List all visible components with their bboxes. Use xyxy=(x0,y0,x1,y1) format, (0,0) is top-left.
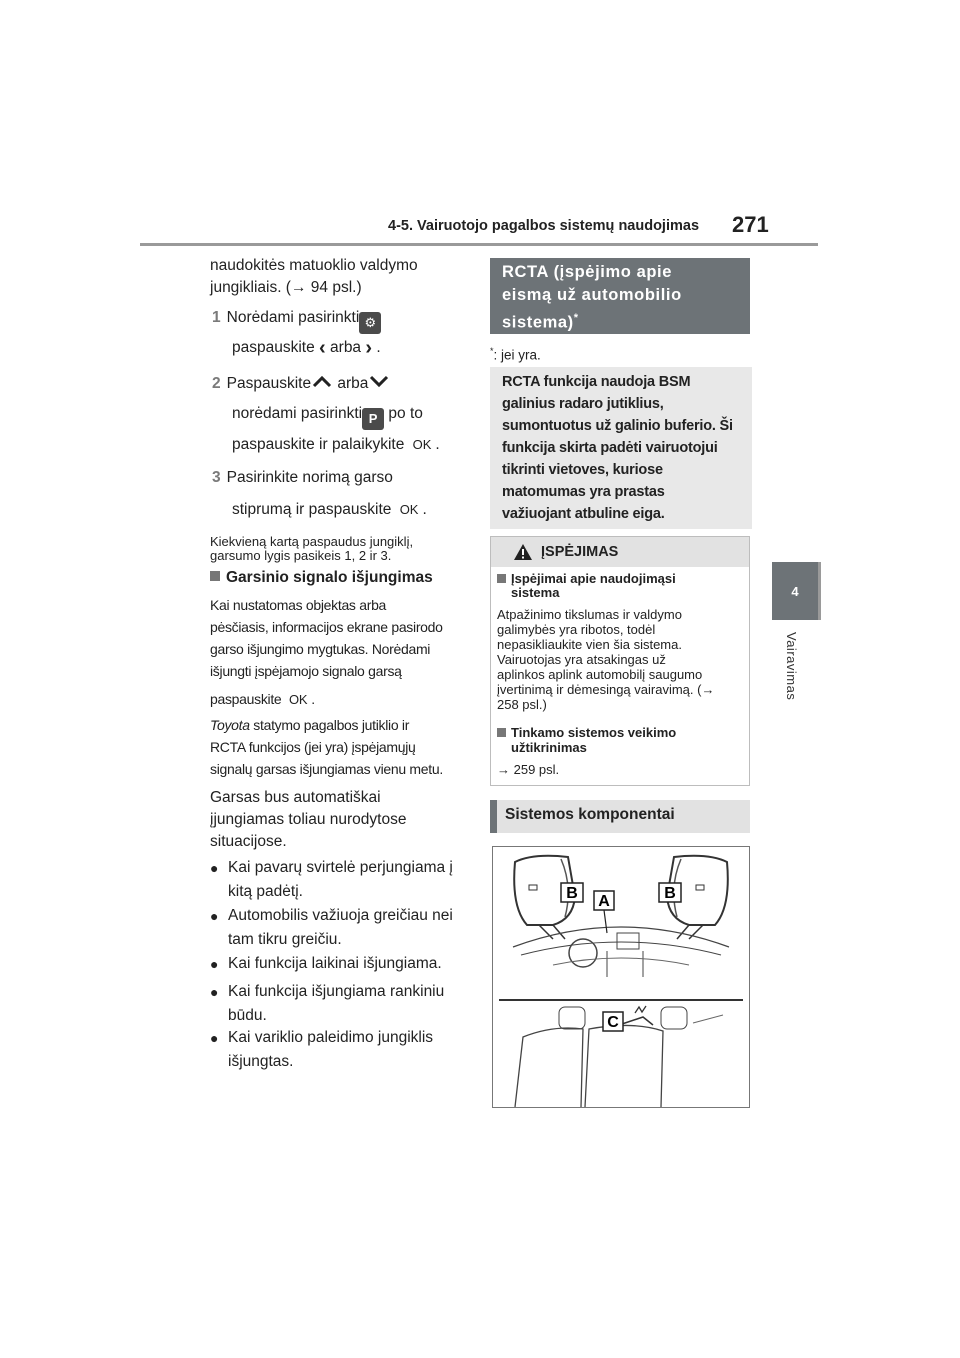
warning-header xyxy=(491,537,749,567)
description-line: tikrinti vietoves, kuriose xyxy=(502,462,663,478)
auto-line: įjungiamas toliau nurodytose xyxy=(210,811,407,828)
step-text: Norėdami pasirinkti xyxy=(226,309,360,326)
footnote-marker: * xyxy=(490,346,494,356)
components-figure xyxy=(492,846,750,1108)
heading-line: eismą už automobilio xyxy=(502,286,682,304)
cond-line: signalų garsas išjungiamas vienu metu. xyxy=(210,761,443,777)
warning-box xyxy=(490,536,750,786)
step-text: . xyxy=(435,436,440,453)
footnote xyxy=(490,346,541,363)
description-line: matomumas yra prastas xyxy=(502,484,665,500)
cond-line: išjungti įspėjamojo signalo garsą xyxy=(210,663,402,679)
chevron-down-icon xyxy=(368,374,390,388)
list-item-text: išjungtas. xyxy=(228,1053,294,1070)
bullet-dot: ● xyxy=(210,1030,219,1046)
bullet-dot: ● xyxy=(210,956,219,972)
step-2-line3 xyxy=(232,433,440,457)
ok-button-label: OK xyxy=(289,692,308,707)
warning-subheading: sistema xyxy=(511,585,560,600)
cond-line: pėsčiasis, informacijos ekrane pasirodo xyxy=(210,619,443,635)
step-text: paspauskite xyxy=(232,339,315,356)
step-2 xyxy=(212,372,390,396)
step-text: arba xyxy=(337,375,369,392)
step-text: Pasirinkite norimą garso xyxy=(226,469,393,486)
subheading-text: Įspėjimai apie naudojimąsi xyxy=(511,571,676,586)
step-text: . xyxy=(422,501,427,518)
cond-line: garso išjungimo mygtukas. Norėdami xyxy=(210,641,431,657)
cond-text: statymo pagalbos jutiklio ir xyxy=(249,717,410,733)
intro-line: naudokitės matuoklio valdymo xyxy=(210,257,418,274)
list-item-text: kitą padėtį. xyxy=(228,883,303,900)
sub-heading-text: Garsinio signalo išjungimas xyxy=(226,569,433,586)
warning-triangle-icon xyxy=(513,543,533,561)
auto-line: situacijose. xyxy=(210,833,287,850)
intro-line: jungikliais. (→ 94 psl.) xyxy=(210,279,362,296)
parking-sensor-icon: P xyxy=(362,408,384,430)
list-item-text: Kai pavarų svirtelė perjungiama į xyxy=(228,859,453,876)
bullet-dot: ● xyxy=(210,860,219,876)
header-rule xyxy=(140,243,818,246)
warning-title: ĮSPĖJIMAS xyxy=(541,544,619,560)
brand-name: Toyota xyxy=(210,717,250,733)
description-line: funkcija skirta padėti vairuotojui xyxy=(502,440,718,456)
warning-subheading xyxy=(497,726,742,740)
chevron-up-icon xyxy=(311,374,333,388)
warning-subheading xyxy=(497,572,742,586)
step-number: 3 xyxy=(212,469,221,486)
warning-text: aplinkos aplink automobilį saugumo xyxy=(497,667,703,682)
ok-button-label: OK xyxy=(399,502,419,517)
warning-text: Atpažinimo tikslumas ir valdymo xyxy=(497,607,682,622)
step-3-line2 xyxy=(232,498,427,522)
square-bullet xyxy=(210,571,220,581)
svg-text:B: B xyxy=(664,885,676,902)
list-item xyxy=(210,904,453,952)
auto-line: Garsas bus automatiškai xyxy=(210,789,381,806)
cond-line xyxy=(210,687,315,712)
step-text: po to xyxy=(388,405,423,422)
cond-text: paspauskite xyxy=(210,691,282,707)
warning-text: galimybės yra ribotos, todėl xyxy=(497,622,656,637)
square-bullet xyxy=(497,728,506,737)
step-text: . xyxy=(376,339,381,356)
warning-text: 258 psl.) xyxy=(497,697,547,712)
chevron-left-icon: ‹ xyxy=(319,337,326,359)
svg-text:C: C xyxy=(607,1014,619,1031)
list-item xyxy=(210,952,442,976)
list-item-text: Kai variklio paleidimo jungiklis xyxy=(228,1029,434,1046)
cond-text: . xyxy=(311,691,315,707)
bullet-dot: ● xyxy=(210,908,219,924)
section-title: 4-5. Vairuotojo pagalbos sistemų naudojimas xyxy=(388,218,700,234)
square-bullet xyxy=(497,574,506,583)
chapter-tab-rule xyxy=(818,562,821,620)
warning-subheading: užtikrinimas xyxy=(511,740,587,755)
step-text: Paspauskite xyxy=(226,375,312,392)
description-line: važiuojant atbuline eiga. xyxy=(502,506,665,522)
list-item-text: Kai funkcija laikinai išjungiama. xyxy=(228,955,442,972)
subheading-text: Tinkamo sistemos veikimo xyxy=(511,725,677,740)
sub-heading xyxy=(210,566,433,590)
step-1 xyxy=(212,306,381,334)
step-text: norėdami pasirinkti xyxy=(232,405,363,422)
warning-text: → 259 psl. xyxy=(497,762,560,777)
list-item-text: būdu. xyxy=(228,1007,267,1024)
step-number: 2 xyxy=(212,375,221,392)
bullet-dot: ● xyxy=(210,984,219,1000)
rcta-description xyxy=(490,367,752,529)
settings-icon: ⚙ xyxy=(359,312,381,334)
chapter-tab: 4 xyxy=(772,562,818,620)
list-item xyxy=(210,980,445,1028)
cond-line: Kai nustatomas objektas arba xyxy=(210,597,387,613)
step-2-line2 xyxy=(232,402,423,430)
footnote-text: : jei yra. xyxy=(493,347,541,363)
figure-label-b-right xyxy=(659,883,681,902)
heading-line: sistema) xyxy=(502,313,574,332)
description-line: galinius radaro jutiklius, xyxy=(502,396,664,412)
figure-label-a xyxy=(594,891,614,910)
chapter-label: Vairavimas xyxy=(784,632,799,701)
svg-text:A: A xyxy=(598,893,610,910)
note-line: garsumo lygis pasikeis 1, 2 ir 3. xyxy=(210,548,392,563)
ok-button-label: OK xyxy=(412,437,432,452)
description-line: sumontuotus už galinio buferio. Ši xyxy=(502,418,733,434)
figure-label-c xyxy=(603,1012,623,1031)
heading-line: RCTA (įspėjimo apie xyxy=(502,263,673,281)
list-item xyxy=(210,856,453,904)
step-number: 1 xyxy=(212,309,221,326)
figure-label-b-left xyxy=(561,883,583,902)
car-components-illustration xyxy=(493,847,749,1107)
cond-line xyxy=(210,713,409,737)
warning-text: nepasikliaukite vien šia sistema. xyxy=(497,637,682,652)
note-line: Kiekvieną kartą paspaudus jungiklį, xyxy=(210,534,414,549)
step-text: stiprumą ir paspauskite xyxy=(232,501,392,518)
list-item-text: Kai funkcija išjungiama rankiniu xyxy=(228,983,445,1000)
step-text: paspauskite ir palaikykite xyxy=(232,436,405,453)
footnote-marker: * xyxy=(573,312,579,324)
list-item xyxy=(210,1026,434,1074)
page-number: 271 xyxy=(732,212,769,237)
chevron-right-icon: › xyxy=(365,337,373,359)
list-item-text: Automobilis važiuoja greičiau nei xyxy=(228,907,453,924)
step-1-line2 xyxy=(232,336,381,360)
cond-line: RCTA funkcijos (jei yra) įspėjamųjų xyxy=(210,739,416,755)
warning-text: Vairuotojas yra atsakingas už xyxy=(497,652,666,667)
svg-text:B: B xyxy=(566,885,578,902)
step-text: arba xyxy=(330,339,362,356)
warning-text: įvertinimą ir dėmesingą vairavimą. (→ xyxy=(497,682,715,697)
components-heading: Sistemos komponentai xyxy=(490,800,750,833)
rcta-heading xyxy=(490,258,750,334)
description-line: RCTA funkcija naudoja BSM xyxy=(502,374,691,390)
step-3 xyxy=(212,466,393,490)
list-item-text: tam tikru greičiu. xyxy=(228,931,342,948)
